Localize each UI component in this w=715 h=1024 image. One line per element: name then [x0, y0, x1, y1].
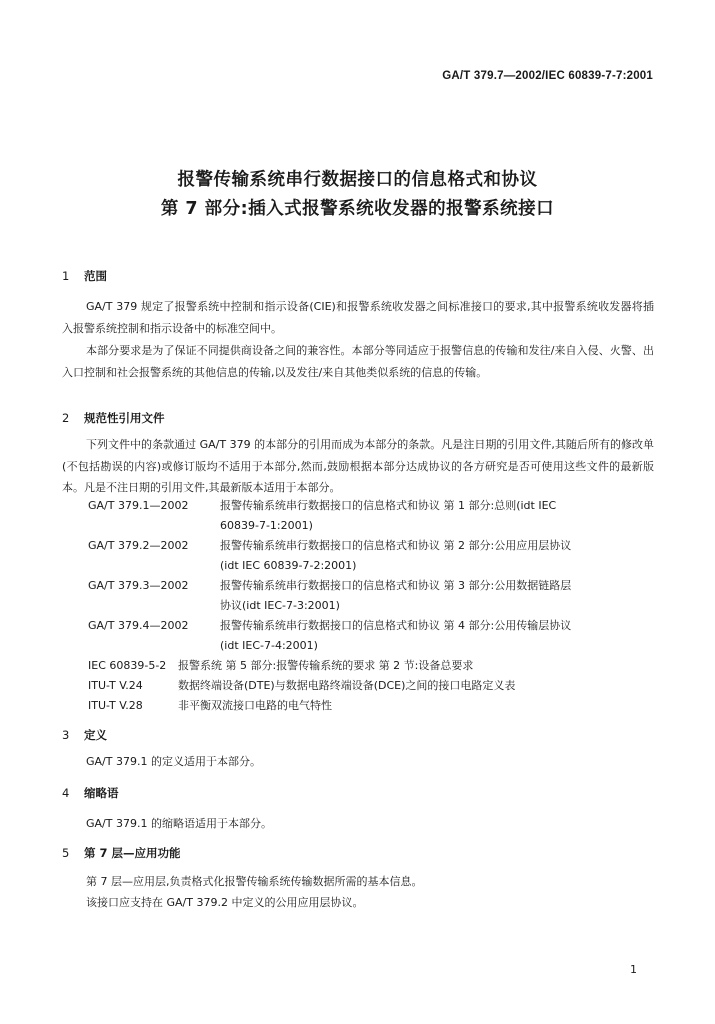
reference-text-cont: (idt IEC-7-4:2001) [220, 639, 318, 652]
abbreviations-text: GA/T 379.1 的缩略语适用于本部分。 [86, 817, 272, 830]
reference-text: 报警传输系统串行数据接口的信息格式和协议 第 2 部分:公用应用层协议 [220, 539, 572, 552]
standard-code-header: GA/T 379.7—2002/IEC 60839-7-7:2001 [442, 70, 653, 82]
section-number: 5 [62, 846, 70, 860]
reference-code: ITU-T V.28 [88, 699, 143, 712]
section-title: 定义 [84, 728, 107, 742]
reference-entry [88, 676, 515, 696]
references-intro: 下列文件中的条款通过 GA/T 379 的本部分的引用而成为本部分的条款。凡是注日期的引用文件,其随后所有的修改单(不包括勘误的内容)或修订版均不适用于本部分,然而,鼓励根据本部分达成协议的各方研究是否可使用这些文件的最新版本。凡是不注日期的引用文件,其最新版本适用于本部分。 [62, 438, 654, 494]
reference-text: 数据终端设备(DTE)与数据电路终端设备(DCE)之间的接口电路定义表 [178, 679, 516, 692]
reference-text: 报警传输系统串行数据接口的信息格式和协议 第 4 部分:公用传输层协议 [220, 619, 572, 632]
section-heading-scope [62, 268, 107, 284]
section-title: 缩略语 [84, 786, 119, 800]
section-heading-normative-references [62, 410, 165, 426]
layer7-text-1: 第 7 层—应用层,负责格式化报警传输系统传输数据所需的基本信息。 [86, 875, 423, 888]
reference-text: 报警系统 第 5 部分:报警传输系统的要求 第 2 节:设备总要求 [178, 659, 474, 672]
reference-code: IEC 60839-5-2 [88, 659, 167, 672]
section-heading-definitions [62, 727, 107, 743]
section-title: 范围 [84, 269, 107, 283]
reference-entry [88, 496, 658, 536]
reference-code: GA/T 379.3—2002 [88, 579, 189, 592]
scope-paragraph-1: GA/T 379 规定了报警系统中控制和指示设备(CIE)和报警系统收发器之间标准接口的要求,其中报警系统收发器将插入报警系统控制和指示设备中的标准空间中。 [62, 300, 654, 335]
document-title-line1: 报警传输系统串行数据接口的信息格式和协议 [177, 170, 538, 190]
page-number: 1 [630, 963, 637, 976]
reference-code: ITU-T V.24 [88, 679, 143, 692]
reference-entry [88, 576, 658, 616]
document-title-line2: 第 7 部分:插入式报警系统收发器的报警系统接口 [160, 199, 555, 219]
reference-text-cont: 60839-7-1:2001) [220, 519, 313, 532]
reference-entry [88, 616, 658, 656]
reference-text-cont: 协议(idt IEC-7-3:2001) [220, 599, 340, 612]
section-number: 4 [62, 786, 70, 800]
reference-code: GA/T 379.1—2002 [88, 499, 189, 512]
reference-text: 非平衡双流接口电路的电气特性 [178, 699, 332, 712]
section-title: 规范性引用文件 [84, 411, 165, 425]
section-number: 1 [62, 269, 70, 283]
reference-text: 报警传输系统串行数据接口的信息格式和协议 第 1 部分:总则(idt IEC [220, 499, 557, 512]
section-number: 3 [62, 728, 70, 742]
reference-entry [88, 696, 332, 716]
scope-paragraph-2: 本部分要求是为了保证不同提供商设备之间的兼容性。本部分等同适应于报警信息的传输和发往/来自入侵、火警、出入口控制和社会报警系统的其他信息的传输,以及发往/来自其他类似系统的信息的传输。 [62, 344, 654, 379]
section-heading-layer7 [62, 845, 181, 861]
reference-code: GA/T 379.4—2002 [88, 619, 189, 632]
section-number: 2 [62, 411, 70, 425]
reference-code: GA/T 379.2—2002 [88, 539, 189, 552]
reference-entry [88, 536, 658, 576]
layer7-text-2: 该接口应支持在 GA/T 379.2 中定义的公用应用层协议。 [86, 896, 364, 909]
section-title: 第 7 层—应用功能 [84, 846, 181, 860]
reference-text: 报警传输系统串行数据接口的信息格式和协议 第 3 部分:公用数据链路层 [220, 579, 572, 592]
reference-text-cont: (idt IEC 60839-7-2:2001) [220, 559, 357, 572]
definitions-text: GA/T 379.1 的定义适用于本部分。 [86, 755, 261, 768]
section-heading-abbreviations [62, 785, 119, 801]
reference-entry [88, 656, 473, 676]
